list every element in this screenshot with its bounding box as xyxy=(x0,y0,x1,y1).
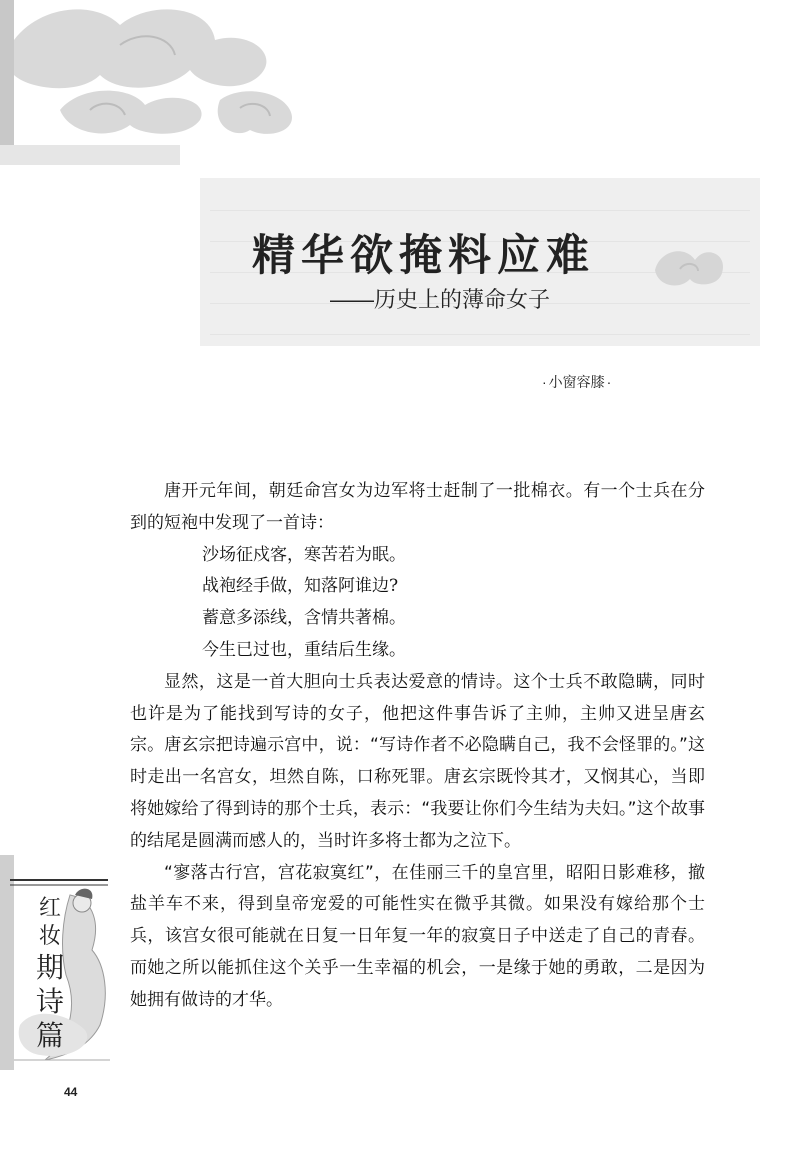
poem-line: 蓄意多添线，含情共著棉。 xyxy=(202,608,406,629)
page-number: 44 xyxy=(64,1085,78,1099)
paragraph-intro: 唐开元年间，朝廷命宫女为边军将士赶制了一批棉衣。有一个士兵在分到的短袍中发现了一首诗： xyxy=(130,481,705,533)
series-char: 期 xyxy=(35,951,64,984)
paragraph-2: 显然，这是一首大胆向士兵表达爱意的情诗。这个士兵不敢隐瞒，同时也许是为了能找到写诗的女子，他把这件事告诉了主帅，主帅又进呈唐玄宗。唐玄宗把诗遍示宫中，说：“写诗作者不必隐瞒自己，我不会怪罪的。”这时走出一名宫女，坦然自陈，口称死罪。唐玄宗既怜其才，又悯其心，当即将她嫁给了得到诗的那个士兵，表示：“我要让你们今生结为夫妇。”这个故事的结尾是圆满而感人的，当时许多将士都为之泣下。 xyxy=(130,671,705,851)
dot-icon: · xyxy=(542,374,547,390)
cloud-icon xyxy=(650,235,730,295)
series-char: 篇 xyxy=(35,1019,64,1052)
paragraph-3: “寥落古行宫，宫花寂寞红”，在佳丽三千的皇宫里，昭阳日影难移，撤盐羊车不来，得到皇帝宠爱的可能性实在微乎其微。如果没有嫁给那个士兵，该宫女很可能就在日复一日年复一年的寂寞日子中送走了自己的青春。而她之所以能抓住这个关乎一生幸福的机会，一是缘于她的勇敢，二是因为她拥有做诗的才华。 xyxy=(130,862,705,1010)
article-subtitle: ——历史上的薄命女子 xyxy=(330,287,551,312)
poem-line: 战袍经手做，知落阿谁边? xyxy=(202,576,399,597)
series-char: 诗 xyxy=(35,985,64,1018)
series-char: 妆 xyxy=(38,924,61,949)
article-title: 精华欲掩料应难 xyxy=(252,231,595,281)
series-label xyxy=(30,895,70,1053)
poem-line: 今生已过也，重结后生缘。 xyxy=(202,639,406,660)
article-body xyxy=(130,476,705,1017)
cloud-ornament-icon xyxy=(0,0,310,165)
poem-line: 沙场征戍客，寒苦若为眠。 xyxy=(202,544,406,565)
dot-icon: · xyxy=(606,374,612,390)
series-char: 红 xyxy=(38,896,61,921)
poem-block xyxy=(130,540,705,667)
author-byline xyxy=(540,372,613,392)
author-name: 小窗容膝 xyxy=(548,374,605,390)
